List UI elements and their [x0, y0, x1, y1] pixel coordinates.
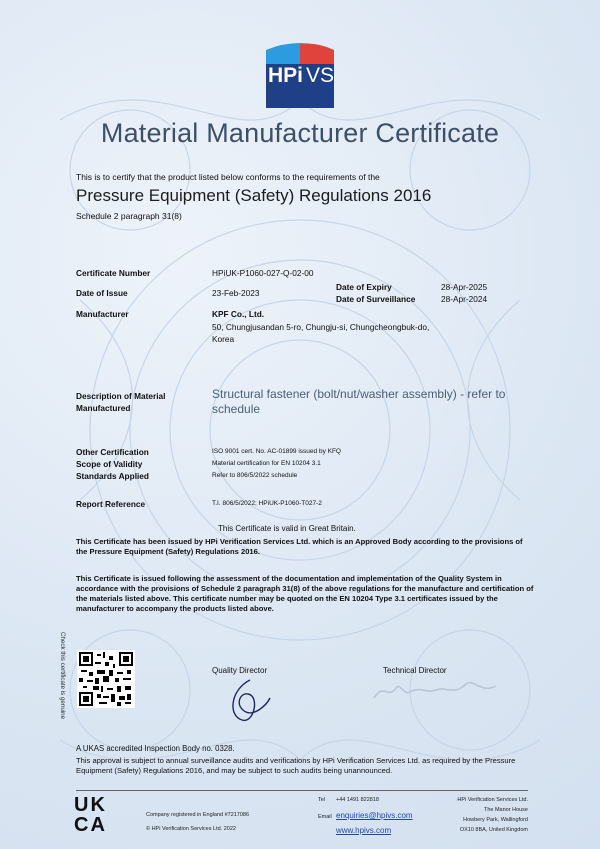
description-value: Structural fastener (bolt/nut/washer assembly) - refer to schedule: [212, 387, 506, 416]
standards-label: Standards Applied: [76, 471, 149, 481]
date-surveillance-label: Date of Surveillance: [336, 294, 416, 304]
report-ref-label: Report Reference: [76, 499, 146, 509]
valid-in-text: This Certificate is valid in Great Britain.: [218, 524, 356, 533]
date-issue-value: 23-Feb-2023: [212, 288, 260, 298]
date-surveillance-value: 28-Apr-2024: [441, 294, 488, 304]
ukca-mark-top: UK: [74, 794, 107, 816]
quality-director-label: Quality Director: [212, 666, 268, 675]
address-line2: The Manor House: [483, 807, 528, 813]
cert-number-value: HPiUK-P1060-027-Q-02-00: [212, 268, 314, 278]
cert-number-label: Certificate Number: [76, 268, 151, 278]
technical-director-signature: [370, 676, 500, 704]
intro-text: This is to certify that the product listed below conforms to the requirements of the: [76, 172, 380, 182]
quality-director-signature: [220, 676, 280, 726]
other-cert-value: ISO 9001 cert. No. AC-01899 issued by KFQ: [212, 448, 341, 455]
scope-label: Scope of Validity: [76, 459, 143, 469]
email-label: Email: [318, 814, 332, 820]
report-ref-value: T.I. 806/5/2022; HPiUK-P1060-T027-2: [212, 500, 322, 507]
date-issue-label: Date of Issue: [76, 288, 128, 298]
date-expiry-label: Date of Expiry: [336, 282, 392, 292]
other-cert-label: Other Certification: [76, 447, 149, 457]
ukca-mark: [74, 795, 107, 835]
schedule-text: Schedule 2 paragraph 31(8): [76, 211, 182, 221]
address-line1: HPi Verification Services Ltd.: [457, 797, 528, 803]
standards-value: Refer to 806/5/2022 schedule: [212, 472, 298, 479]
description-label-2: Manufactured: [76, 403, 131, 413]
website-link[interactable]: www.hpivs.com: [336, 826, 392, 835]
assessment-paragraph: This Certificate is issued following the assessment of the documentation and implementation of the Quality System in accordance with the provisions of Schedule 2 paragraph 31(8) of the above regulations for the manufacture and certification of the materials listed above. This certificate number may be quoted on the EN 10204 Type 3.1 certificates issued by the manufacturer to accompany the products listed above.: [76, 574, 534, 613]
manufacturer-address-line2: Korea: [212, 334, 235, 344]
certificate-title: Material Manufacturer Certificate: [100, 118, 500, 148]
footer-divider: [76, 790, 528, 791]
tel-value[interactable]: +44 1491 822818: [336, 797, 379, 803]
address-line4: OX10 8BA, United Kingdom: [459, 827, 528, 833]
qr-code[interactable]: [77, 650, 135, 708]
logo-text-vs: VS: [306, 64, 335, 87]
email-link[interactable]: enquiries@hpivs.com: [336, 811, 413, 820]
ukas-text: A UKAS accredited Inspection Body no. 0328.: [76, 744, 235, 753]
company-registration: Company registered in England #7217086: [146, 812, 250, 818]
technical-director-label: Technical Director: [383, 666, 447, 675]
tel-label: Tel: [318, 797, 326, 803]
scope-value: Material certification for EN 10204 3.1: [212, 460, 321, 467]
manufacturer-address-line1: 50, Chungjusandan 5-ro, Chungju-si, Chungcheongbuk-do,: [212, 322, 430, 332]
address-line3: Howbery Park, Wallingford: [463, 817, 528, 823]
ukca-mark-bottom: CA: [74, 814, 107, 836]
regulation-title: Pressure Equipment (Safety) Regulations 2016: [76, 186, 432, 205]
description-label-1: Description of Material: [76, 391, 166, 401]
qr-side-text: Check this certificate is genuine: [59, 632, 66, 720]
copyright-text: © HPi Verification Services Ltd. 2022: [146, 826, 236, 832]
date-expiry-value: 28-Apr-2025: [441, 282, 488, 292]
logo-text-hpi: HPi: [268, 64, 304, 87]
manufacturer-name: KPF Co., Ltd.: [212, 309, 265, 319]
manufacturer-label: Manufacturer: [76, 309, 129, 319]
approved-body-paragraph: This Certificate has been issued by HPi Verification Services Ltd. which is an Approved Body according to the provisions of the Pressure Equipment (Safety) Regulations 2016.: [76, 537, 523, 556]
approval-paragraph: This approval is subject to annual surveillance audits and verifications by HPi Verification Services Ltd. as required by the Pressure Equipment (Safety) Regulations 2016, and may be subject to such audits being unannounced.: [76, 756, 516, 775]
